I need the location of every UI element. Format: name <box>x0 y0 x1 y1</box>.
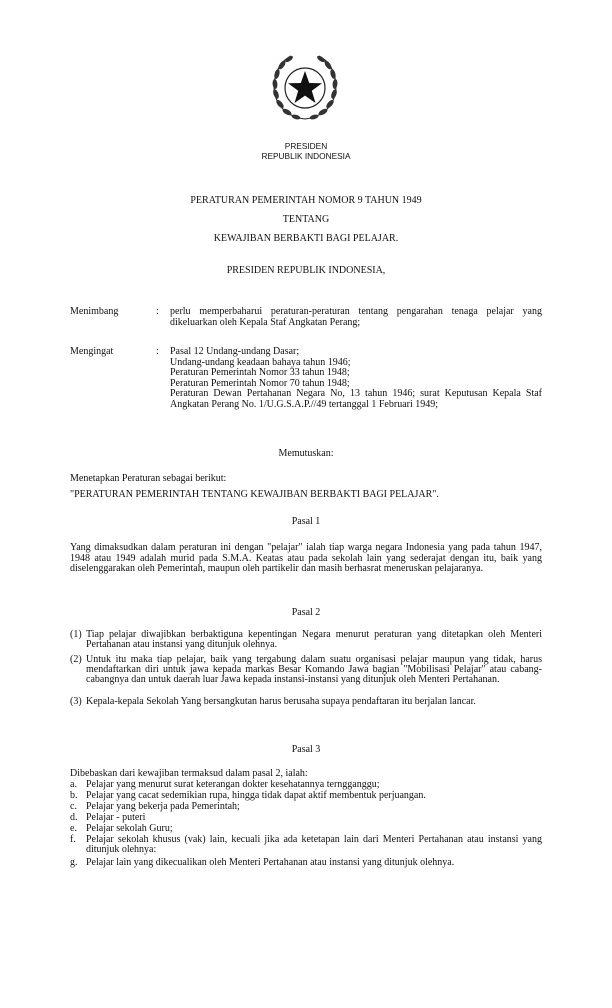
menetapkan-title-line: "PERATURAN PEMERINTAH TENTANG KEWAJIBAN BERBAKTI BAGI PELAJAR". <box>70 489 439 500</box>
item-text: Pelajar yang menurut surat keterangan dokter kesehatannya terngganggu; <box>86 779 380 790</box>
item-letter: a. <box>70 779 77 790</box>
item-number: (3) <box>70 696 82 707</box>
mengingat-section <box>70 347 542 411</box>
item-number: (1) <box>70 629 82 640</box>
pasal-3-item <box>70 791 542 801</box>
menimbang-label: Menimbang <box>70 306 119 317</box>
mengingat-line: Peraturan Pemerintah Nomor 33 tahun 1948; <box>170 367 350 379</box>
pasal-2-heading: Pasal 2 <box>291 607 321 618</box>
pasal-3-item <box>70 813 542 823</box>
pasal-2-item <box>70 655 542 686</box>
menimbang-section <box>70 307 542 328</box>
item-letter: g. <box>70 857 78 868</box>
pasal-3-item <box>70 802 542 812</box>
menimbang-text: perlu memperbaharui peraturan-peraturan tentang pengarahan tenaga pelajar yang dikeluarkan oleh Kepala Staf Angkatan Perang; <box>170 306 542 328</box>
menimbang-colon: : <box>156 306 159 317</box>
item-text: Untuk itu maka tiap pelajar, baik yang tergabung dalam suatu organisasi pelajar maupun yang tidak, harus mendaftarkan diri untuk jawa kepada markas Besar Komando Jawa bagian "Mobilisasi Pelajar" atau cabang-cabangnya dan untuk daerah luar Jawa kepada instansi-instansi yang ditunjuk oleh Menteri Pertahanan. <box>86 654 542 686</box>
header-title-republik: REPUBLIK INDONESIA <box>261 151 351 161</box>
regulation-subject: KEWAJIBAN BERBAKTI BAGI PELAJAR. <box>213 233 399 244</box>
presidential-seal-icon <box>267 52 343 124</box>
item-text: Kepala-kepala Sekolah Yang bersangkutan harus berusaha supaya pendaftaran itu berjalan lancar. <box>86 696 476 707</box>
mengingat-label: Mengingat <box>70 346 114 357</box>
item-text: Pelajar sekolah Guru; <box>86 823 173 834</box>
pasal-3-item <box>70 780 542 790</box>
mengingat-line: Peraturan Dewan Pertahanan Negara No, 13 tahun 1946; surat Keputusan Kepala Staf Angkatan Perang No. 1/U.G.S.A.P.//49 tertanggal 1 Februari 1949; <box>170 388 542 410</box>
regulation-issuer: PRESIDEN REPUBLIK INDONESIA, <box>226 265 386 276</box>
item-text: Pelajar yang cacat sedemikian rupa, hingga tidak dapat aktif membentuk perjuangan. <box>86 790 426 801</box>
pasal-2-item <box>70 630 542 650</box>
regulation-about: TENTANG <box>282 214 330 225</box>
pasal-1-text: Yang dimaksudkan dalam peraturan ini dengan "pelajar" ialah tiap warga negara Indonesia yang pada tahun 1947, 1948 atau 1949 adalah murid pada S.M.A. Keatas atau pada sekolah lain yang sederajat dengan itu, baik yang diselenggarakan oleh Pemerintah, maupun oleh partikelir dan masih berhasrat meneruskan pelajaranya. <box>70 542 542 575</box>
pasal-3-intro: Dibebaskan dari kewajiban termaksud dalam pasal 2, ialah: <box>70 768 308 779</box>
pasal-3-item <box>70 824 542 834</box>
item-text: Pelajar sekolah khusus (vak) lain, kecuali jika ada ketetapan lain dari Menteri Pertahanan atau instansi yang ditunjuk olehnya: <box>86 834 542 856</box>
item-letter: e. <box>70 823 77 834</box>
mengingat-colon: : <box>156 346 159 357</box>
item-letter: d. <box>70 812 78 823</box>
item-letter: f. <box>70 834 76 845</box>
memutuskan-heading: Memutuskan: <box>278 448 334 459</box>
mengingat-line: Peraturan Pemerintah Nomor 70 tahun 1948; <box>170 377 350 389</box>
mengingat-line: Undang-undang keadaan bahaya tahun 1946; <box>170 356 351 368</box>
mengingat-line: Pasal 12 Undang-undang Dasar; <box>170 346 300 357</box>
header-title-presiden: PRESIDEN <box>284 141 328 151</box>
item-text: Tiap pelajar diwajibkan berbaktiguna kepentingan Negara menurut peraturan yang ditetapkan oleh Menteri Pertahanan atau instansi yang ditunjuk olehnya. <box>86 629 542 651</box>
item-text: Pelajar yang bekerja pada Pemerintah; <box>86 801 240 812</box>
item-text: Pelajar lain yang dikecualikan oleh Menteri Pertahanan atau instansi yang ditunjuk olehnya. <box>86 857 455 868</box>
item-letter: c. <box>70 801 77 812</box>
pasal-3-heading: Pasal 3 <box>291 744 321 755</box>
pasal-3-item <box>70 858 542 868</box>
item-text: Pelajar - puteri <box>86 812 146 823</box>
pasal-1-heading: Pasal 1 <box>291 516 321 527</box>
regulation-title: PERATURAN PEMERINTAH NOMOR 9 TAHUN 1949 <box>190 195 422 206</box>
item-number: (2) <box>70 654 82 665</box>
pasal-2-item <box>70 697 542 707</box>
item-letter: b. <box>70 790 78 801</box>
pasal-3-item <box>70 835 542 855</box>
menetapkan-line: Menetapkan Peraturan sebagai berikut: <box>70 473 227 484</box>
